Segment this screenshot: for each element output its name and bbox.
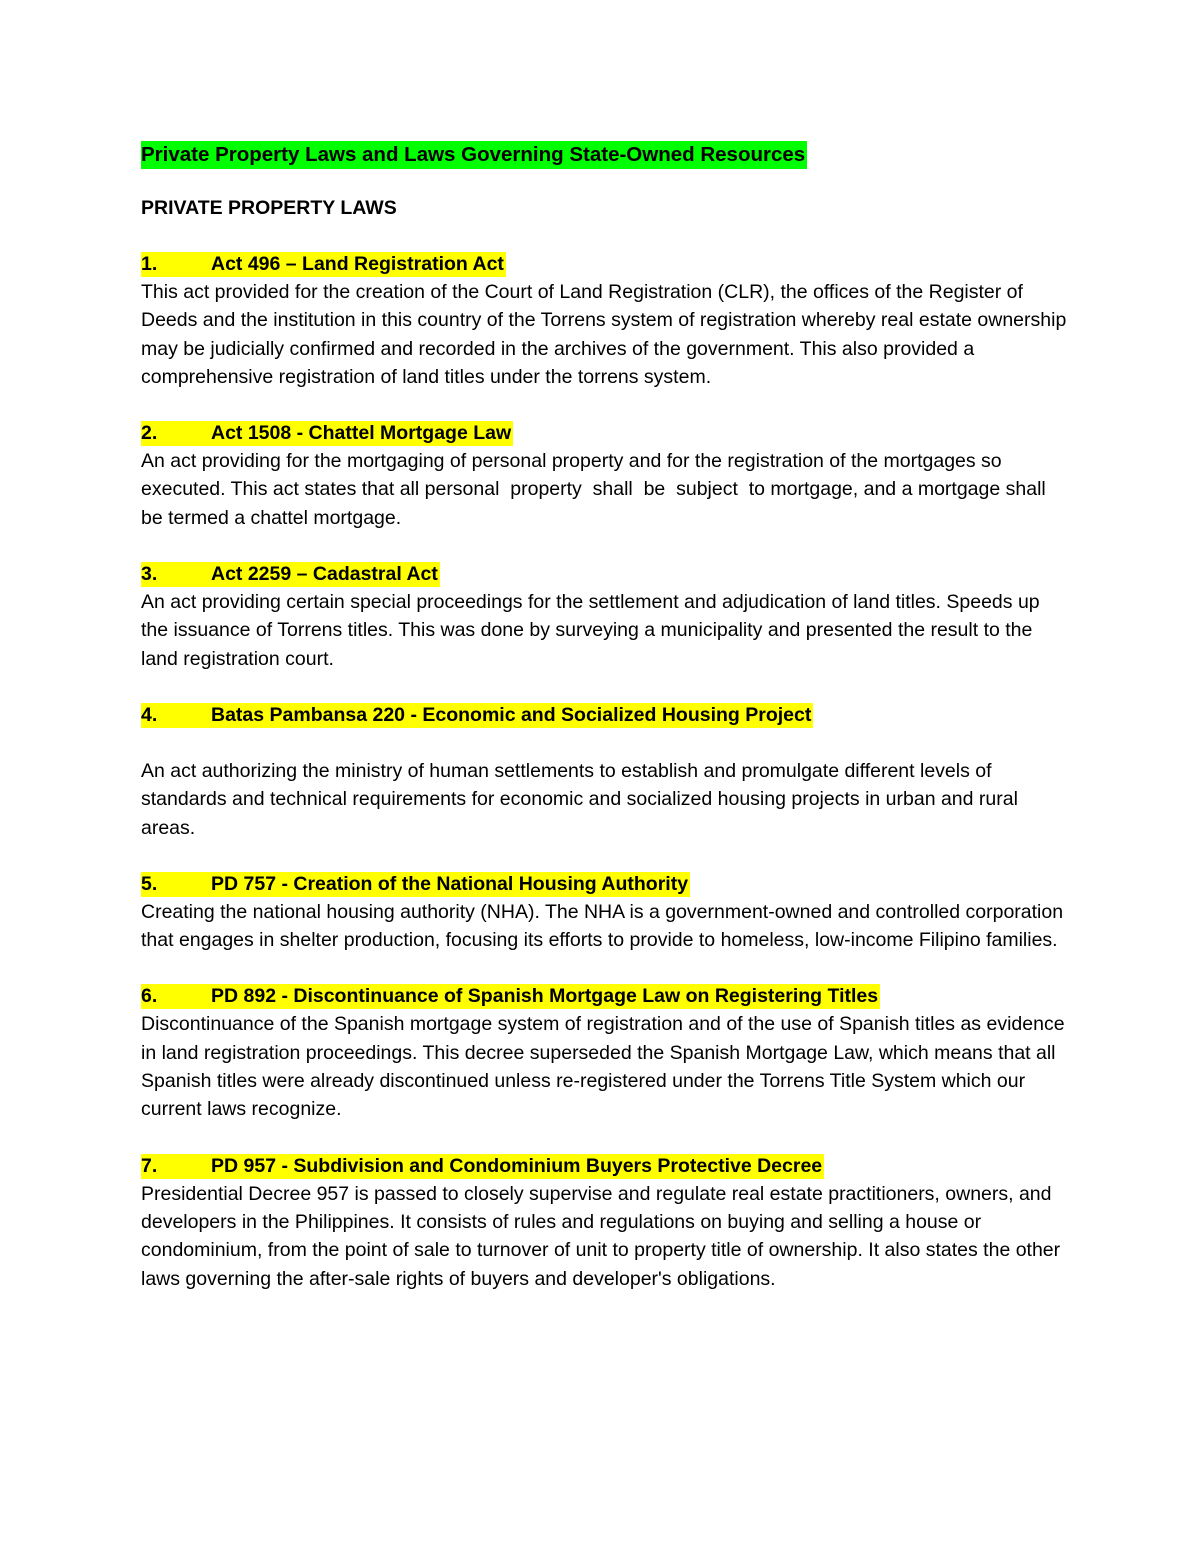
law-item: [141, 560, 1071, 673]
law-title: PD 892 - Discontinuance of Spanish Mortgage Law on Registering Titles: [211, 985, 879, 1008]
law-description: Creating the national housing authority (NHA). The NHA is a government-owned and controlled corporation that engages in shelter production, focusing its efforts to provide to homeless, low-income Filipino families.: [141, 900, 1064, 952]
document-page: [141, 138, 1071, 1293]
law-title: Batas Pambansa 220 - Economic and Socialized Housing Project: [211, 703, 812, 726]
law-heading: [141, 560, 1071, 588]
law-heading-highlight: [141, 562, 440, 587]
law-item: [141, 250, 1071, 391]
law-heading: [141, 250, 1071, 278]
law-description: An act providing for the mortgaging of personal property and for the registration of the mortgages so executed. This act states that all personal property shall be subject to mortgage, and a mortgage shall be termed a chattel mortgage.: [141, 450, 1052, 529]
law-number: 5.: [141, 872, 158, 895]
law-item: [141, 701, 1071, 842]
law-description: Presidential Decree 957 is passed to closely supervise and regulate real estate practitioners, owners, and developers in the Philippines. It consists of rules and regulations on buying and selling a house or condominium, from the point of sale to turnover of unit to property title of ownership. It also states the other laws governing the after-sale rights of buyers and developer's obligations.: [141, 1182, 1061, 1290]
law-heading-highlight: [141, 984, 880, 1009]
law-heading: [141, 982, 1071, 1010]
law-title: Act 2259 – Cadastral Act: [211, 563, 438, 586]
law-number: 2.: [141, 422, 158, 445]
law-item: [141, 419, 1071, 532]
law-description: This act provided for the creation of the Court of Land Registration (CLR), the offices of the Register of Deeds and the institution in this country of the Torrens system of registration whereby real estate ownership may be judicially confirmed and recorded in the archives of the government. This also provided a comprehensive registration of land titles under the torrens system.: [141, 281, 1067, 388]
law-title: PD 757 - Creation of the National Housing Authority: [211, 872, 689, 895]
law-number: 4.: [141, 703, 158, 726]
law-heading-highlight: [141, 1154, 824, 1179]
law-title: PD 957 - Subdivision and Condominium Buyers Protective Decree: [211, 1154, 823, 1177]
law-number: 1.: [141, 253, 158, 275]
law-item: [141, 870, 1071, 955]
law-item: [141, 982, 1071, 1123]
law-heading: [141, 701, 1071, 729]
law-heading-highlight: [141, 872, 690, 897]
section-heading: PRIVATE PROPERTY LAWS: [141, 197, 397, 219]
law-title: Act 496 – Land Registration Act: [211, 253, 504, 275]
document-title: [141, 138, 1071, 172]
law-heading: [141, 419, 1071, 447]
law-description: An act providing certain special proceedings for the settlement and adjudication of land titles. Speeds up the issuance of Torrens titles. This was done by surveying a municipality and presented the result to the land registration court.: [141, 591, 1040, 670]
law-heading: [141, 1152, 1071, 1180]
law-description: An act authorizing the ministry of human settlements to establish and promulgate different levels of standards and technical requirements for economic and socialized housing projects in urban and rural areas.: [141, 759, 1018, 839]
law-heading-highlight: [141, 703, 813, 728]
law-description: Discontinuance of the Spanish mortgage system of registration and of the use of Spanish titles as evidence in land registration proceedings. This decree superseded the Spanish Mortgage Law, which means that all Spanish titles were already discontinued unless re-registered under the Torrens Title System which our current laws recognize.: [141, 1013, 1065, 1121]
law-number: 6.: [141, 985, 158, 1008]
law-heading: [141, 870, 1071, 898]
law-heading-highlight: [141, 252, 506, 277]
law-number: 3.: [141, 563, 158, 586]
document-title-text: Private Property Laws and Laws Governing State-Owned Resources: [141, 141, 807, 169]
law-heading-highlight: [141, 421, 513, 446]
law-number: 7.: [141, 1154, 158, 1177]
law-title: Act 1508 - Chattel Mortgage Law: [211, 422, 512, 445]
law-item: [141, 1152, 1071, 1293]
